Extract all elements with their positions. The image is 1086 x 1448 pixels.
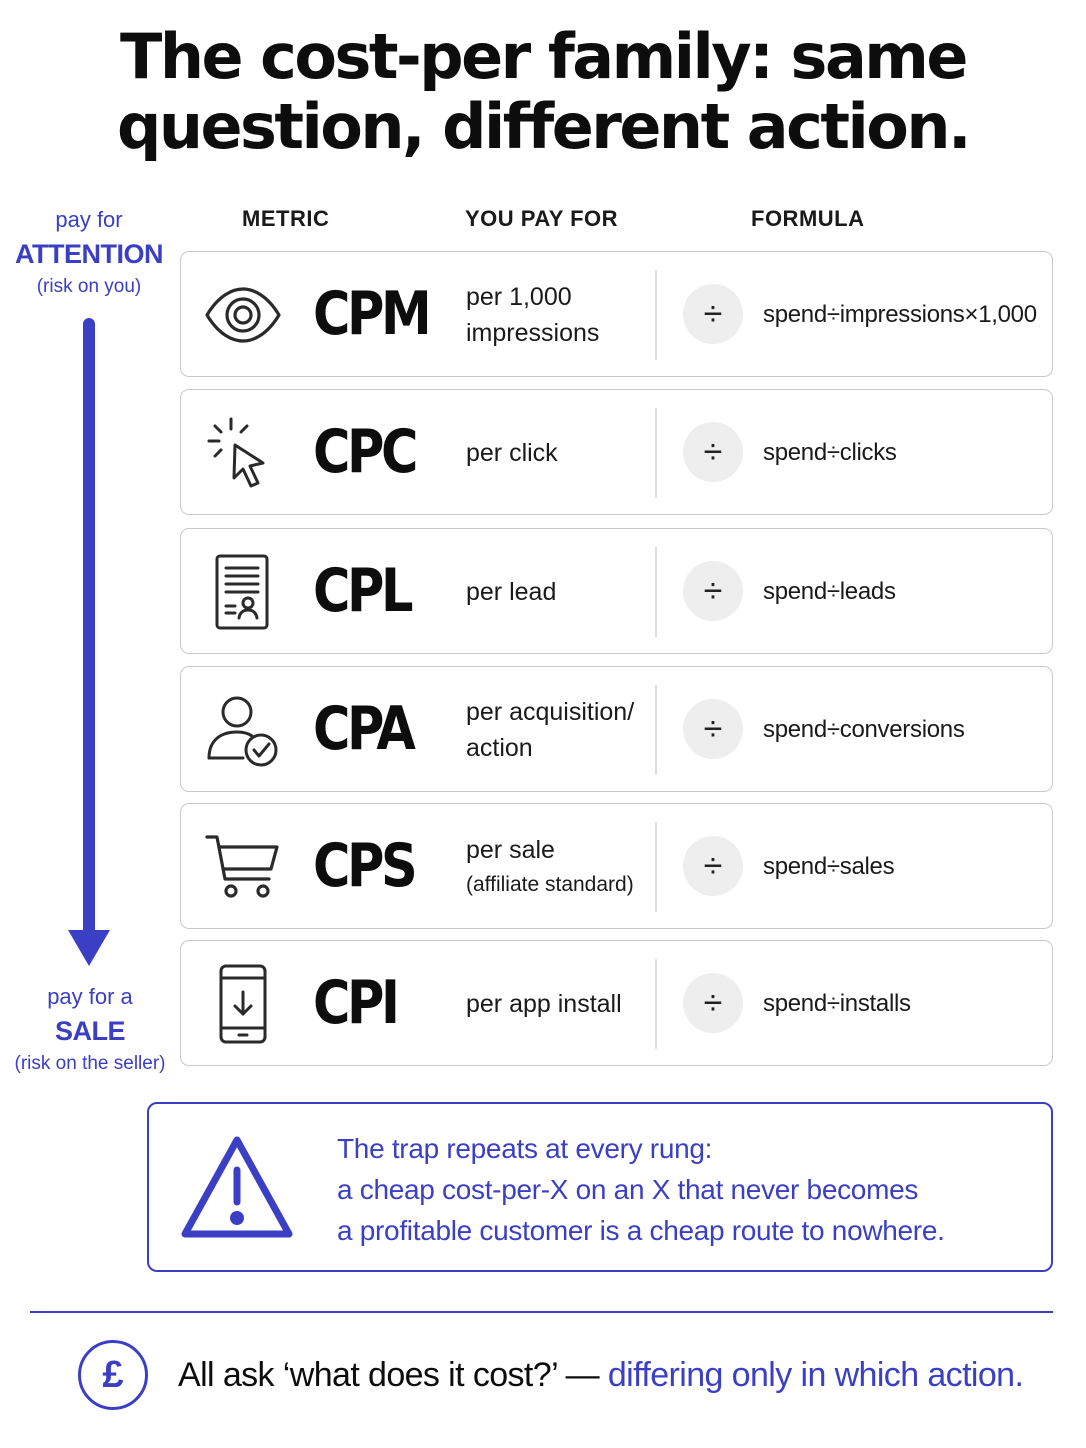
pay-for-text-2: action — [466, 734, 533, 762]
axis-top-small: pay for — [55, 207, 123, 232]
formula-text: spend÷conversions — [763, 716, 965, 743]
footer-summary — [178, 1352, 1023, 1398]
axis-bottom-small: pay for a — [47, 984, 133, 1009]
row-divider — [655, 547, 657, 637]
pay-for-cell — [466, 941, 656, 1067]
callout-line-2: a cheap cost-per-X on an X that never becomes — [337, 1174, 919, 1205]
user-check-icon — [203, 690, 283, 770]
metric-row-cpa — [180, 666, 1053, 792]
metric-row-cpc — [180, 389, 1053, 515]
title-line-1: The cost-per family: same — [120, 20, 966, 93]
divide-icon: ÷ — [683, 284, 743, 344]
metric-row-cps — [180, 803, 1053, 929]
axis-top-label — [10, 205, 168, 301]
footer-text-blue: differing only in which action. — [607, 1356, 1024, 1394]
divide-icon: ÷ — [683, 836, 743, 896]
metric-row-cpi — [180, 940, 1053, 1066]
axis-bottom-label — [0, 982, 180, 1078]
shopping-cart-icon — [203, 827, 283, 907]
axis-bottom-big: SALE — [54, 1016, 125, 1046]
axis-bottom-paren: (risk on the seller) — [14, 1053, 166, 1074]
arrow-down-icon — [68, 930, 110, 966]
metric-label: CPS — [313, 831, 415, 901]
footer-divider — [30, 1311, 1053, 1313]
row-divider — [655, 270, 657, 360]
divide-icon: ÷ — [683, 699, 743, 759]
pay-for-text: per 1,000 — [466, 283, 572, 311]
column-header-formula: FORMULA — [751, 206, 865, 231]
row-divider — [655, 685, 657, 775]
metric-row-cpm — [180, 251, 1053, 377]
pay-for-text: per lead — [466, 578, 557, 606]
divide-icon: ÷ — [683, 422, 743, 482]
divide-icon: ÷ — [683, 973, 743, 1033]
callout-text — [337, 1128, 945, 1251]
pay-for-cell — [466, 529, 656, 655]
warning-icon — [179, 1134, 295, 1242]
trap-callout — [147, 1102, 1053, 1272]
axis-top-paren: (risk on you) — [36, 276, 142, 297]
lead-form-icon — [203, 552, 283, 632]
pay-for-text-2: (affiliate standard) — [466, 873, 634, 896]
metric-label: CPC — [313, 417, 416, 487]
pound-icon: £ — [78, 1340, 148, 1410]
row-divider — [655, 408, 657, 498]
row-divider — [655, 822, 657, 912]
metric-label: CPA — [313, 694, 413, 764]
pay-for-cell — [466, 390, 656, 516]
formula-text: spend÷leads — [763, 578, 896, 605]
axis-top-big: ATTENTION — [15, 239, 163, 269]
pay-for-text: per sale — [466, 836, 555, 864]
pay-for-cell — [466, 667, 656, 793]
formula-text: spend÷sales — [763, 853, 895, 880]
cursor-click-icon — [203, 413, 283, 493]
pay-for-cell — [466, 252, 656, 378]
divide-icon: ÷ — [683, 561, 743, 621]
page-title — [0, 22, 1086, 162]
footer-text-dark: All ask ‘what does it cost?’ — — [178, 1356, 608, 1394]
metric-row-cpl — [180, 528, 1053, 654]
title-line-2: question, different action. — [116, 90, 970, 163]
formula-text: spend÷installs — [763, 990, 911, 1017]
metric-label: CPM — [313, 279, 429, 349]
formula-text: spend÷impressions×1,000 — [763, 301, 1037, 328]
column-header-metric: METRIC — [242, 206, 330, 231]
callout-line-3: a profitable customer is a cheap route to nowhere. — [337, 1215, 945, 1246]
pay-for-text: per click — [466, 439, 558, 467]
column-header-pay-for: YOU PAY FOR — [465, 206, 619, 231]
pay-for-text: per acquisition/ — [466, 698, 635, 726]
axis-arrow-shaft — [83, 318, 95, 946]
eye-icon — [203, 275, 283, 355]
row-divider — [655, 959, 657, 1049]
metric-label: CPI — [313, 968, 397, 1038]
mobile-install-icon — [203, 964, 283, 1044]
pay-for-cell — [466, 804, 656, 930]
metric-label: CPL — [313, 556, 411, 626]
pay-for-text: per app install — [466, 990, 622, 1018]
formula-text: spend÷clicks — [763, 439, 897, 466]
callout-line-1: The trap repeats at every rung: — [337, 1133, 713, 1164]
pay-for-text-2: impressions — [466, 319, 600, 347]
